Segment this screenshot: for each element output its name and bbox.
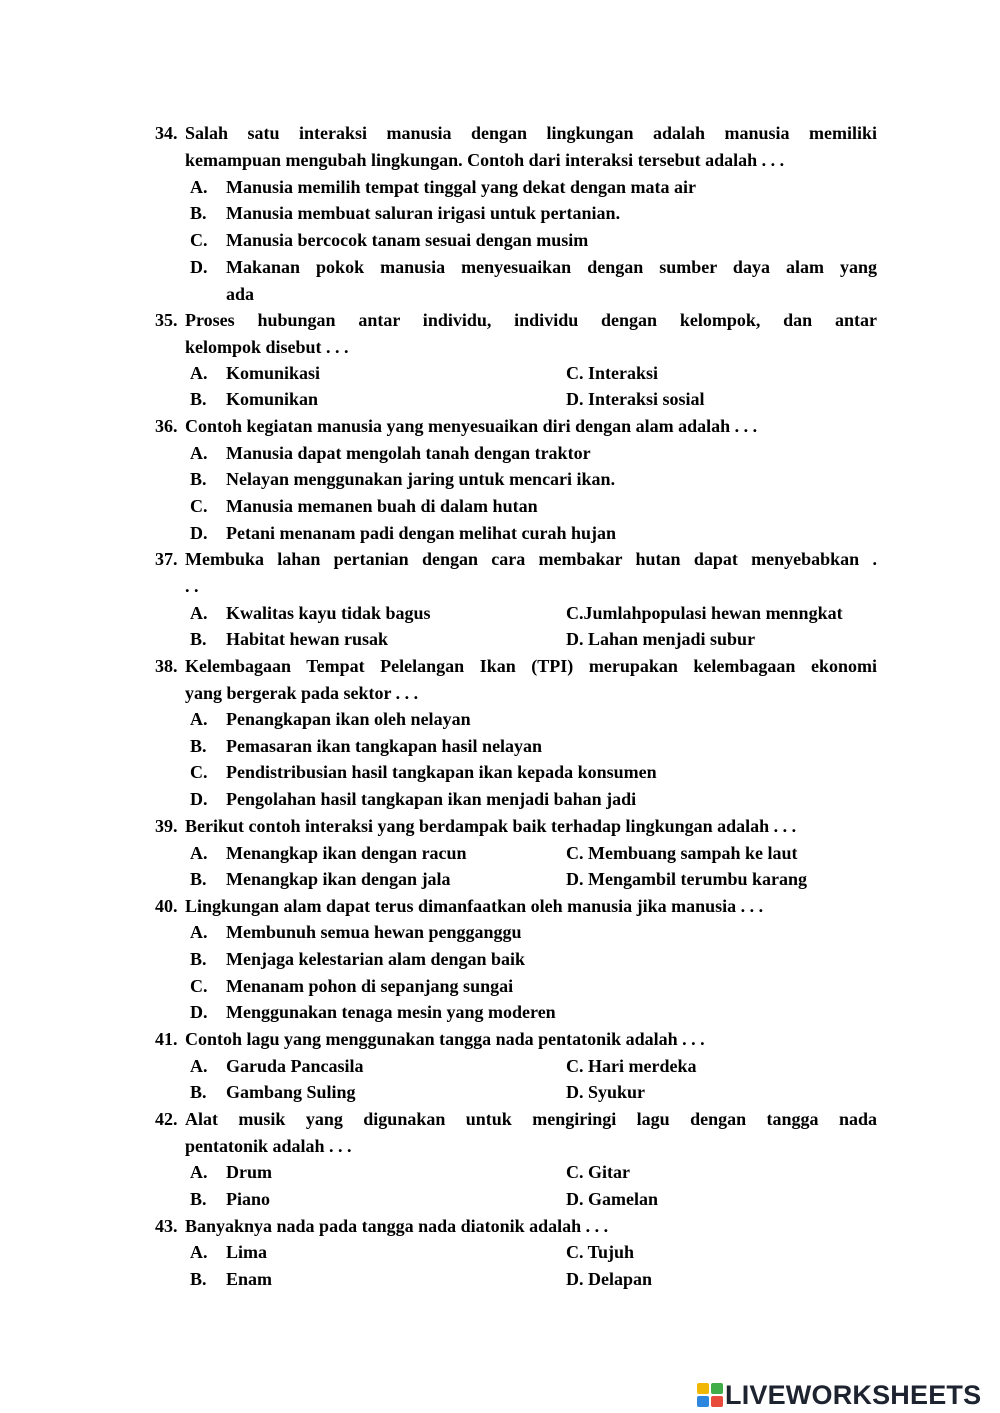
option-text: Nelayan menggunakan jaring untuk mencari ikan. [226,469,616,489]
option-letter: A. [190,1056,208,1076]
option-text: Makanan pokok manusia menyesuaikan dengan sumber daya alam yang [226,257,877,277]
option-text: C. Gitar [566,1162,630,1182]
option-text: Enam [226,1269,273,1289]
option-text: D. Syukur [566,1082,646,1102]
option-letter: C. [190,976,208,996]
question-text: Contoh lagu yang menggunakan tangga nada pentatonik adalah . . . [185,1029,705,1049]
option-text: C.Jumlahpopulasi hewan menngkat [566,603,843,623]
brand-text: LIVEWORKSHEETS [725,1379,982,1410]
question-text: Salah satu interaksi manusia dengan lingkungan adalah manusia memiliki [185,123,877,143]
option-text: Menangkap ikan dengan racun [226,843,467,863]
option-letter: B. [190,1189,207,1209]
option-letter: A. [190,843,208,863]
option-letter: C. [190,230,208,250]
question-text: Membuka lahan pertanian dengan cara membakar hutan dapat menyebabkan . [185,549,877,569]
question-number: 41. [155,1029,178,1049]
option-text: ada [226,284,255,304]
question-text: Berikut contoh interaksi yang berdampak baik terhadap lingkungan adalah . . . [185,816,797,836]
question-text: Kelembagaan Tempat Pelelangan Ikan (TPI) merupakan kelembagaan ekonomi [185,656,877,676]
question-number: 38. [155,656,178,676]
question-text: Contoh kegiatan manusia yang menyesuaikan diri dengan alam adalah . . . [185,416,758,436]
option-letter: A. [190,177,208,197]
option-text: D. Interaksi sosial [566,389,705,409]
option-letter: B. [190,1269,207,1289]
option-text: Habitat hewan rusak [226,629,389,649]
option-letter: A. [190,603,208,623]
question-number: 37. [155,549,178,569]
option-text: Manusia memilih tempat tinggal yang dekat dengan mata air [226,177,697,197]
option-text: Komunikan [226,389,319,409]
option-letter: B. [190,949,207,969]
option-letter: B. [190,469,207,489]
option-letter: B. [190,389,207,409]
option-letter: A. [190,922,208,942]
question-number: 36. [155,416,178,436]
option-text: Kwalitas kayu tidak bagus [226,603,431,623]
option-text: Komunikasi [226,363,321,383]
option-letter: C. [190,762,208,782]
option-text: C. Hari merdeka [566,1056,697,1076]
question-text: . . [185,576,199,596]
option-text: Menjaga kelestarian alam dengan baik [226,949,526,969]
question-number: 39. [155,816,178,836]
option-text: Penangkapan ikan oleh nelayan [226,709,471,729]
option-letter: C. [190,496,208,516]
option-letter: B. [190,203,207,223]
option-text: D. Delapan [566,1269,653,1289]
option-text: C. Interaksi [566,363,659,383]
option-text: Membunuh semua hewan pengganggu [226,922,522,942]
question-text: kelompok disebut . . . [185,337,349,357]
question-number: 42. [155,1109,178,1129]
option-text: D. Gamelan [566,1189,658,1209]
option-text: Menangkap ikan dengan jala [226,869,451,889]
option-text: Pengolahan hasil tangkapan ikan menjadi bahan jadi [226,789,637,809]
option-text: Petani menanam padi dengan melihat curah hujan [226,523,617,543]
option-text: Garuda Pancasila [226,1056,364,1076]
option-letter: B. [190,736,207,756]
option-text: Piano [226,1189,271,1209]
option-letter: A. [190,1242,208,1262]
liveworksheets-watermark [697,1380,981,1410]
option-text: Manusia bercocok tanam sesuai dengan musim [226,230,589,250]
option-text: D. Mengambil terumbu karang [566,869,808,889]
question-text: Lingkungan alam dapat terus dimanfaatkan oleh manusia jika manusia . . . [185,896,764,916]
option-letter: A. [190,1162,208,1182]
option-text: Manusia membuat saluran irigasi untuk pertanian. [226,203,621,223]
option-text: Gambang Suling [226,1082,356,1102]
option-text: Menggunakan tenaga mesin yang moderen [226,1002,556,1022]
logo-tile [711,1396,723,1407]
liveworksheets-logo-icon [697,1383,723,1407]
option-text: Manusia dapat mengolah tanah dengan traktor [226,443,591,463]
option-text: Pemasaran ikan tangkapan hasil nelayan [226,736,543,756]
question-number: 43. [155,1216,178,1236]
option-letter: B. [190,1082,207,1102]
option-letter: D. [190,1002,208,1022]
option-letter: D. [190,789,208,809]
option-text: Lima [226,1242,268,1262]
logo-tile [711,1383,723,1394]
option-text: D. Lahan menjadi subur [566,629,756,649]
option-letter: B. [190,869,207,889]
option-letter: D. [190,257,208,277]
question-text: Alat musik yang digunakan untuk mengiringi lagu dengan tangga nada [185,1109,877,1129]
option-text: Menanam pohon di sepanjang sungai [226,976,514,996]
option-letter: A. [190,709,208,729]
question-text: kemampuan mengubah lingkungan. Contoh dari interaksi tersebut adalah . . . [185,150,785,170]
option-letter: D. [190,523,208,543]
logo-tile [697,1396,709,1407]
option-text: C. Tujuh [566,1242,635,1262]
logo-tile [697,1383,709,1394]
question-text: yang bergerak pada sektor . . . [185,683,419,703]
option-text: C. Membuang sampah ke laut [566,843,798,863]
question-number: 34. [155,123,178,143]
question-number: 40. [155,896,178,916]
question-text: Proses hubungan antar individu, individu dengan kelompok, dan antar [185,310,877,330]
question-text: pentatonik adalah . . . [185,1136,352,1156]
question-text: Banyaknya nada pada tangga nada diatonik adalah . . . [185,1216,609,1236]
option-text: Pendistribusian hasil tangkapan ikan kepada konsumen [226,762,657,782]
option-letter: B. [190,629,207,649]
option-letter: A. [190,443,208,463]
option-text: Manusia memanen buah di dalam hutan [226,496,538,516]
question-number: 35. [155,310,178,330]
option-text: Drum [226,1162,272,1182]
option-letter: A. [190,363,208,383]
